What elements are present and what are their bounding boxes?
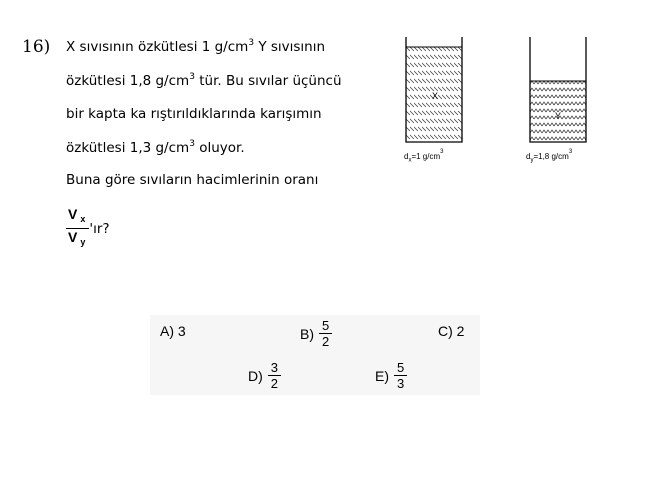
volume-ratio (66, 207, 110, 250)
ratio-suffix: 'ır? (89, 220, 110, 237)
density-label-x: $d_x=1$ $g/cm^3$ (404, 149, 444, 164)
option-d[interactable]: D) $\frac{3}{2}$ (248, 361, 281, 390)
option-d-fraction: $\frac{3}{2}$ (268, 361, 281, 390)
question-line-1: X sıvısının özkütlesi 1 $g/cm^3$ Y sıvısının (66, 38, 326, 55)
containers-figure (390, 37, 600, 165)
density-label-y: $d_y=1,8$ $g/cm^3$ (526, 149, 573, 164)
ratio-fraction: $\frac{V _x}{V _y}$ (66, 207, 89, 250)
container-y-letter: Y (554, 111, 562, 121)
answer-options (150, 315, 480, 395)
question-line-2: özkütlesi 1,8 $g/cm^3$ tür. Bu sıvılar üçüncü (66, 72, 342, 89)
containers-drawing (390, 37, 600, 165)
option-b-fraction: $\frac{5}{2}$ (319, 319, 332, 348)
option-e[interactable]: E) $\frac{5}{3}$ (375, 361, 407, 390)
option-b[interactable]: B) $\frac{5}{2}$ (300, 319, 332, 348)
question-line-5: Buna göre sıvıların hacimlerinin oranı (66, 172, 319, 188)
question-line-4: özkütlesi 1,3 $g/cm^3$ oluyor. (66, 139, 245, 156)
container-x-letter: X (431, 91, 439, 101)
option-c[interactable]: C) 2 (438, 323, 465, 339)
question-line-3: bir kapta ka rıştırıldıklarında karışımın (66, 106, 322, 122)
option-a[interactable]: A) 3 (160, 323, 186, 339)
option-e-fraction: $\frac{5}{3}$ (394, 361, 407, 390)
question-number: 16) (22, 37, 51, 57)
